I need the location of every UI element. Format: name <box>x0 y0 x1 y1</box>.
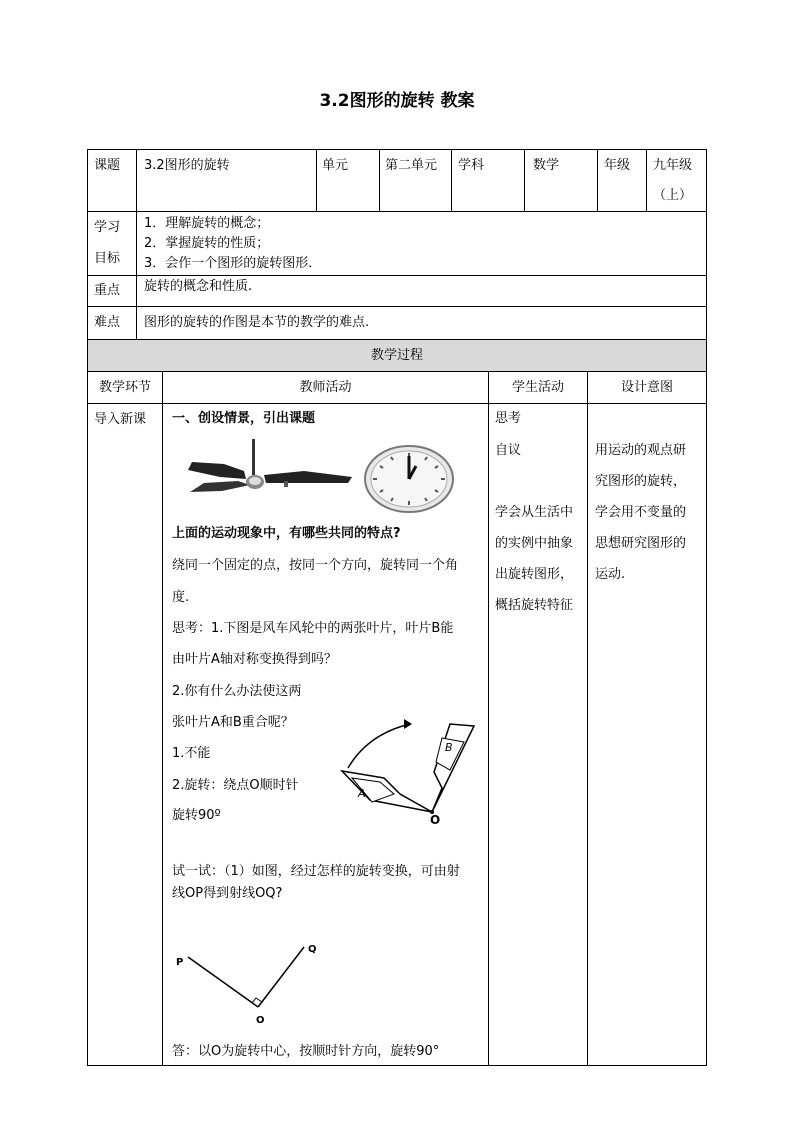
teacher-answer-line: 度. <box>172 590 190 605</box>
grade-value: 九年级 <box>653 158 693 173</box>
student-activity-line: 出旋转图形， <box>495 567 574 582</box>
clock-icon <box>363 444 455 514</box>
teacher-think-line: 由叶片A轴对称变换得到吗？ <box>172 652 337 667</box>
ray-label-o: O <box>256 1015 265 1026</box>
design-intent-line: 学会用不变量的 <box>595 505 687 520</box>
ray-label-q: Q <box>308 944 317 955</box>
label-subject: 学科 <box>458 158 485 173</box>
key-point-text: 旋转的概念和性质. <box>144 279 253 294</box>
document-title: 3.2图形的旋转 教案 <box>319 91 475 111</box>
teacher-q2-line: 张叶片A和B重合呢？ <box>172 715 294 730</box>
student-activity-line: 思考 <box>495 411 522 426</box>
student-activity-line: 的实例中抽象 <box>495 536 574 551</box>
blade-label-o: O <box>430 813 441 827</box>
student-activity-line: 概括旋转特征 <box>495 598 574 613</box>
blade-label-a: A <box>358 787 366 800</box>
teacher-question: 上面的运动现象中，有哪些共同的特点? <box>172 526 401 541</box>
teacher-heading: 一、创设情景，引出课题 <box>172 411 316 426</box>
rays-op-oq-diagram <box>186 945 316 1015</box>
student-activity-line: 自议 <box>495 443 522 458</box>
teacher-answer-line: 绕同一个固定的点，按同一个方向，旋转同一个角 <box>172 558 459 573</box>
label-goals-2: 目标 <box>94 251 121 266</box>
label-course-title: 课题 <box>94 158 121 173</box>
stage-label: 导入新课 <box>94 412 147 427</box>
label-difficulty: 难点 <box>94 315 121 330</box>
ceiling-fan-illustration <box>184 437 356 499</box>
course-title-value: 3.2图形的旋转 <box>144 158 230 173</box>
label-grade: 年级 <box>604 158 631 173</box>
design-intent-line: 运动. <box>595 567 626 582</box>
goal-item: 1．理解旋转的概念； <box>144 216 270 231</box>
col-header-student: 学生活动 <box>511 380 564 395</box>
col-header-stage: 教学环节 <box>98 380 151 395</box>
col-header-intent: 设计意图 <box>620 380 673 395</box>
student-activity-line: 学会从生活中 <box>495 505 574 520</box>
teacher-a2-line: 旋转90º <box>172 808 221 823</box>
subject-value: 数学 <box>533 158 560 173</box>
difficulty-text: 图形的旋转的作图是本节的教学的难点. <box>144 315 370 330</box>
label-key-point: 重点 <box>94 283 121 298</box>
goal-item: 2．掌握旋转的性质； <box>144 236 270 251</box>
blade-label-b: B <box>445 741 453 754</box>
design-intent-line: 究图形的旋转， <box>595 474 687 489</box>
design-intent-line: 用运动的观点研 <box>595 443 687 458</box>
try-line: 试一试：（1）如图，经过怎样的旋转变换，可由射 <box>172 864 460 879</box>
goal-item: 3．会作一个图形的旋转图形． <box>144 256 322 271</box>
final-answer: 答：以O为旋转中心，按顺时针方向，旋转90° <box>172 1044 440 1059</box>
grade-value-suffix: （上） <box>653 188 693 203</box>
blade-rotation-diagram <box>338 716 478 828</box>
design-intent-line: 思想研究图形的 <box>595 536 687 551</box>
label-goals-1: 学习 <box>94 220 121 235</box>
ray-label-p: P <box>176 957 184 968</box>
teacher-think-line: 思考：1.下图是风车风轮中的两张叶片，叶片B能 <box>172 621 454 636</box>
teacher-a2-line: 2.旋转：绕点O顺时针 <box>172 778 299 793</box>
label-unit: 单元 <box>322 158 349 173</box>
try-line: 线OP得到射线OQ? <box>172 886 283 901</box>
process-section-title: 教学过程 <box>370 348 423 363</box>
unit-value: 第二单元 <box>385 158 438 173</box>
teacher-q2-line: 2.你有什么办法使这两 <box>172 684 302 699</box>
teacher-a1: 1.不能 <box>172 746 211 761</box>
col-header-teacher: 教师活动 <box>299 380 352 395</box>
